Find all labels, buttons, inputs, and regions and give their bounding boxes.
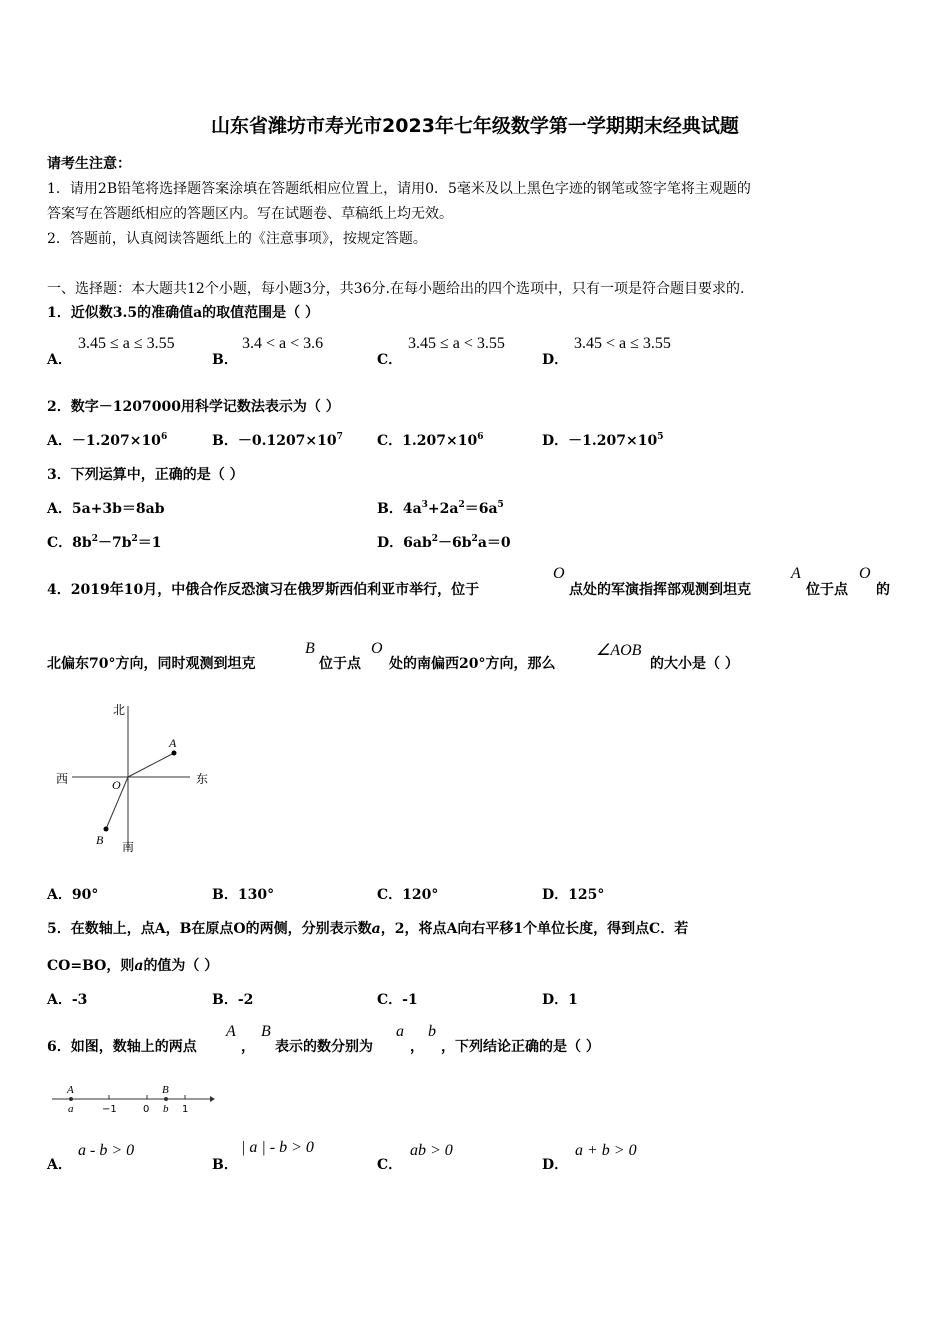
- label-zero: 0: [143, 1104, 150, 1115]
- q4-option-b: B．130°: [212, 887, 275, 903]
- q6-stem-part-a: 6．如图，数轴上的两点: [47, 1039, 197, 1055]
- q1-option-a-expr: 3.45 ≤ a ≤ 3.55: [78, 335, 175, 352]
- q4-symbol-angle-aob: ∠AOB: [596, 642, 642, 659]
- q2-option-d-label: D．: [542, 433, 569, 449]
- q4-stem-part-h: 的大小是（ ）: [650, 656, 739, 672]
- q5-option-a: A．-3: [47, 992, 88, 1008]
- q4-stem-part-c: 位于点: [806, 582, 848, 598]
- q2-option-b-label: B．: [212, 433, 238, 449]
- q1-option-b-expr: 3.4 < a < 3.6: [242, 335, 324, 352]
- notice-line-1: 1．请用2B铅笔将选择题答案涂填在答题纸相应位置上，请用0．5毫米及以上黑色字迹的钢笔或签字笔将主观题的: [47, 181, 751, 197]
- q2-option-b-base: －0.1207×10: [237, 433, 337, 449]
- q4-stem-part-g: 处的南偏西20°方向，那么: [389, 656, 556, 672]
- q6-option-c-expr: ab > 0: [410, 1142, 453, 1159]
- q4-symbol-o-2: O: [859, 565, 871, 582]
- q5-stem-line-2: CO=BO，则a的值为（ ）: [47, 958, 219, 974]
- q4-symbol-o-3: O: [371, 640, 383, 657]
- q4-direction-figure: [50, 698, 220, 858]
- q6-symbol-a-lower: a: [396, 1023, 404, 1040]
- q1-option-a-label: A．: [47, 352, 72, 368]
- point-b: [104, 827, 109, 832]
- number-line-arrow: [210, 1096, 215, 1102]
- q1-option-b-label: B．: [212, 352, 238, 368]
- notice-line-2: 2．答题前，认真阅读答题纸上的《注意事项》，按规定答题。: [47, 231, 427, 247]
- q4-stem-part-d: 的: [876, 582, 890, 598]
- q2-option-c-base: 1.207×10: [402, 433, 478, 449]
- q2-option-a: [47, 430, 167, 450]
- q6-number-line: [48, 1080, 218, 1120]
- q2-option-c-label: C．: [377, 433, 403, 449]
- q4-stem-part-b: 点处的军演指挥部观测到坦克: [569, 582, 751, 598]
- label-b: B: [96, 833, 104, 847]
- label-south: 南: [122, 840, 135, 854]
- q6-option-d-label: D．: [542, 1157, 569, 1173]
- label-east: 东: [196, 772, 209, 786]
- q5-option-d: D．1: [542, 992, 578, 1008]
- point-a: [69, 1097, 73, 1101]
- q6-sep-2: ，: [410, 1039, 424, 1055]
- q6-symbol-b-lower: b: [428, 1023, 436, 1040]
- label-a-lower: a: [68, 1103, 74, 1115]
- label-west: 西: [56, 772, 69, 786]
- notice-heading: 请考生注意：: [47, 156, 131, 172]
- label-neg1: −1: [102, 1104, 117, 1115]
- q6-option-c-label: C．: [377, 1157, 403, 1173]
- q1-option-d-expr: 3.45 < a ≤ 3.55: [574, 335, 671, 352]
- q1-option-c-label: C．: [377, 352, 403, 368]
- q3-option-d: D．$6ab^2-6b^2a=0$: [377, 534, 511, 551]
- q6-option-b-expr: | a | - b > 0: [241, 1139, 314, 1156]
- q2-option-d-base: －1.207×10: [568, 433, 658, 449]
- q2-option-c-exp: 6: [477, 432, 484, 442]
- q1-option-c-expr: 3.45 ≤ a < 3.55: [408, 335, 505, 352]
- label-a: A: [169, 736, 177, 750]
- q2-option-b: [212, 430, 343, 450]
- q4-stem-part-a: 4．2019年10月，中俄合作反恐演习在俄罗斯西伯利亚市举行，位于: [47, 582, 480, 598]
- q2-option-a-label: A．: [47, 433, 72, 449]
- q2-option-d-exp: 5: [657, 432, 664, 442]
- q4-option-d: D．125°: [542, 887, 605, 903]
- q2-option-a-base: －1.207×10: [71, 433, 161, 449]
- q6-option-b-label: B．: [212, 1157, 238, 1173]
- q3-option-c: C．$8b^2-7b^2=1$: [47, 534, 162, 551]
- q4-stem-part-e: 北偏东70°方向，同时观测到坦克: [47, 656, 256, 672]
- q6-symbol-a-upper: A: [226, 1023, 236, 1040]
- q4-symbol-a: A: [791, 565, 801, 582]
- q5-option-b: B．-2: [212, 992, 254, 1008]
- q4-option-c: C．120°: [377, 887, 439, 903]
- q2-option-d: [542, 430, 663, 450]
- q1-option-d-label: D．: [542, 352, 569, 368]
- q2-stem: 2．数字－1207000用科学记数法表示为（ ）: [47, 399, 340, 415]
- q3-stem: 3．下列运算中，正确的是（ ）: [47, 467, 244, 483]
- q6-stem-part-b: 表示的数分别为: [275, 1039, 373, 1055]
- q6-option-d-expr: a + b > 0: [575, 1142, 637, 1159]
- q6-stem-part-c: ，下列结论正确的是（ ）: [441, 1039, 600, 1055]
- label-b-upper: B: [162, 1084, 169, 1096]
- q5-stem: 5．在数轴上，点A，B在原点O的两侧，分别表示数a，2，将点A向右平移1个单位长度，得到点C．若: [47, 921, 689, 937]
- label-b-lower: b: [163, 1103, 169, 1115]
- label-one: 1: [182, 1104, 189, 1115]
- notice-line-1b: 答案写在答题纸相应的答题区内。写在试题卷、草稿纸上均无效。: [47, 206, 453, 222]
- page-title: 山东省潍坊市寿光市2023年七年级数学第一学期期末经典试题: [211, 115, 739, 137]
- q6-option-a-label: A．: [47, 1157, 72, 1173]
- q4-symbol-o: O: [553, 565, 565, 582]
- point-b: [164, 1097, 168, 1101]
- q5-option-c: C．-1: [377, 992, 418, 1008]
- q2-option-c: [377, 430, 483, 450]
- q4-symbol-b: B: [305, 640, 315, 657]
- q6-option-a-expr: a - b > 0: [78, 1142, 135, 1159]
- label-a-upper: A: [67, 1084, 74, 1096]
- label-north: 北: [113, 703, 126, 717]
- q4-option-a: A．90°: [47, 887, 99, 903]
- section-heading: 一、选择题：本大题共12个小题，每小题3分，共36分.在每小题给出的四个选项中，只有一项是符合题目要求的.: [47, 281, 745, 297]
- q6-symbol-b-upper: B: [261, 1023, 271, 1040]
- q2-option-b-exp: 7: [336, 432, 343, 442]
- q4-stem-part-f: 位于点: [319, 656, 361, 672]
- q1-stem: 1．近似数3.5的准确值a的取值范围是（ ）: [47, 305, 320, 321]
- q5-symbol-a: a: [371, 921, 381, 937]
- q3-option-b: B．$4a^3+2a^2=6a^5$: [377, 500, 504, 517]
- ray-oa: [128, 753, 174, 777]
- label-o: O: [112, 778, 121, 792]
- q2-option-a-exp: 6: [160, 432, 168, 442]
- q6-sep-1: ，: [241, 1039, 255, 1055]
- point-a: [172, 751, 177, 756]
- q3-option-a: A．5a+3b＝8ab: [47, 501, 165, 517]
